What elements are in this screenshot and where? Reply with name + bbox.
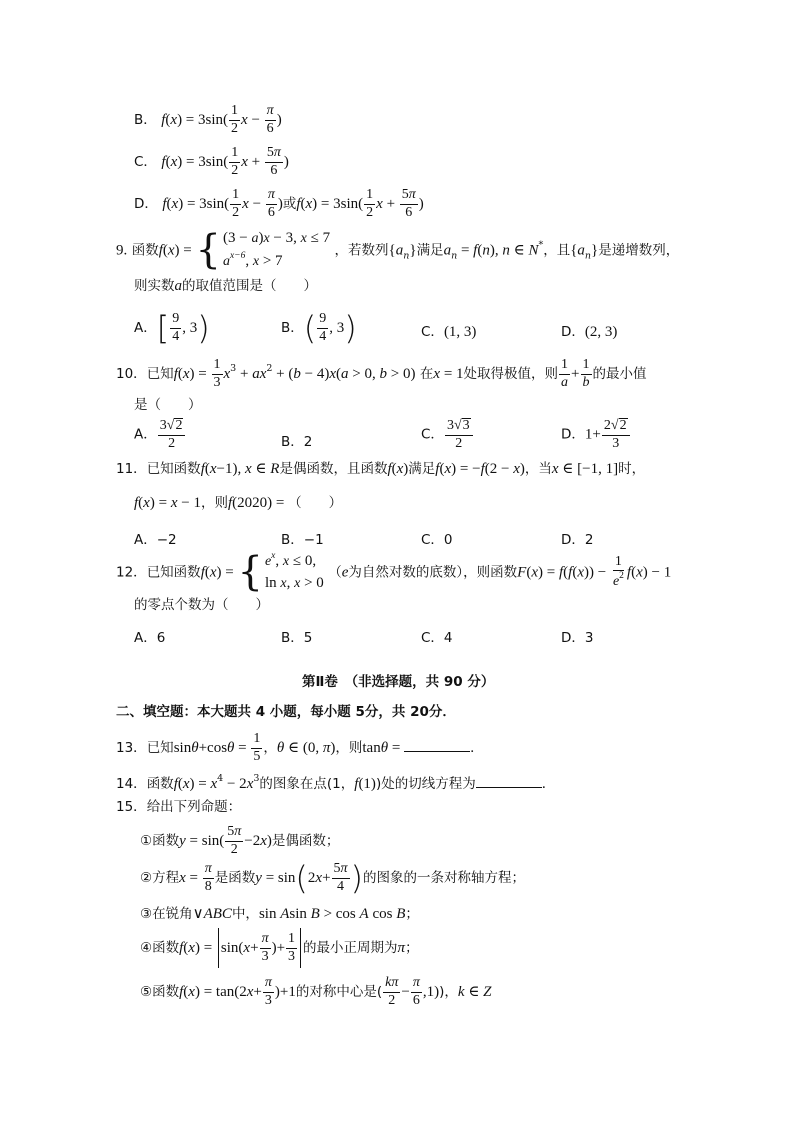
q15-prop-5: ⑤函数f(x) = tan(2x+ $\frac{\pi}{3}$ )+1的对称中心是( $\frac{k\pi}{2}$ − $\frac{\pi}{6}$ ,1))，k ∈ Z bbox=[140, 975, 492, 1008]
question-number: 12． bbox=[116, 564, 147, 581]
q15-prop-2: ②方程x = $\frac{\pi}{8}$ 是函数y = sin(2x+ $\frac{5\pi}{4}$ )的图象的一条对称轴方程； bbox=[140, 859, 526, 898]
q9-option-d: D．(2, 3) bbox=[561, 324, 618, 340]
q11-option-c: C．0 bbox=[421, 532, 453, 548]
q10-stem: 10．已知f(x) = $\frac{1}{3}$ $x^3 + ax^2 + (b - 4)x(a > 0$, b > 0) 在x = 1处取得极值，则 $\frac{1}{a}$ + $\frac{1}{b}$ 的最小值 bbox=[116, 357, 647, 390]
q11-option-a: A．−2 bbox=[134, 532, 177, 548]
option-label: C． bbox=[134, 154, 157, 171]
q9-option-a: A．[ $\frac{9}{4}$ , 3) bbox=[134, 309, 210, 348]
q11-stem: 11．已知函数f(x−1), x ∈ R是偶函数，且函数f(x)满足f(x) = −f(2 − x)，当x ∈ [−1, 1]时， bbox=[116, 461, 646, 477]
q13-stem: 13．已知sinθ+cosθ = $\frac{1}{5}$ ，θ ∈ (0, π)，则tanθ = ． bbox=[116, 731, 484, 764]
section-heading: 二、填空题：本大题共 4 小题，每小题 5分，共 20分． bbox=[116, 704, 456, 720]
section-title: 第Ⅱ卷 （非选择题，共 90 分） bbox=[302, 674, 495, 690]
question-number: 11． bbox=[116, 461, 147, 477]
q10-option-d: D．1+ $\frac{2√2}{3}$ bbox=[561, 418, 631, 451]
q8-option-b: B． f(x) = 3sin( $\frac{1}{2}$ x − $\frac{\pi}{6}$ ) bbox=[134, 103, 282, 136]
q10-option-c: C． $\frac{3√3}{2}$ bbox=[421, 418, 474, 451]
question-number: 10． bbox=[116, 366, 147, 383]
q12-option-a: A．6 bbox=[134, 630, 166, 646]
q11-stem-line2: f(x) = x − 1，则f(2020) = （ ） bbox=[134, 495, 343, 511]
option-label: B． bbox=[134, 112, 157, 129]
q15-prop-3: ③在锐角∨ABC中，sin Asin B > cos A cos B； bbox=[140, 906, 419, 922]
q9-option-c: C．(1, 3) bbox=[421, 324, 477, 340]
answer-blank[interactable] bbox=[476, 775, 542, 788]
q15-prop-4: ④函数f(x) = sin(x+ $\frac{\pi}{3}$ )+ $\frac{1}{3}$ 的最小正周期为π； bbox=[140, 928, 419, 968]
question-number: 15． bbox=[116, 799, 147, 815]
q8-option-d: D． f(x) = 3sin( $\frac{1}{2}$ x − $\frac{\pi}{6}$ )或f(x) = 3sin( $\frac{1}{2}$ x + $\frac{5\pi}{6}$ ) bbox=[134, 187, 424, 220]
q11-option-b: B．−1 bbox=[281, 532, 324, 548]
q9-stem: 9. 函数f(x) = { (3 − a)x − 3, x ≤ 7 $a^{x-6}$, x > 7 ，若数列$\{a_n\}$满足$a_n = f(n)$, n ∈ N*，且$\{a_n\}$是递增数列， bbox=[116, 227, 680, 274]
q11-option-d: D．2 bbox=[561, 532, 594, 548]
question-number: 9. bbox=[116, 242, 128, 259]
question-number: 14． bbox=[116, 776, 147, 792]
q9-option-b: B．( $\frac{9}{4}$ , 3) bbox=[281, 309, 357, 348]
q15-stem: 15．给出下列命题： bbox=[116, 799, 242, 815]
q15-prop-1: ①函数y = sin( $\frac{5\pi}{2}$ −2x)是偶函数； bbox=[140, 824, 340, 857]
q10-stem-line2: 是（ ） bbox=[134, 397, 202, 413]
q12-option-d: D．3 bbox=[561, 630, 594, 646]
q8-option-c: C． f(x) = 3sin( $\frac{1}{2}$ x + $\frac{5\pi}{6}$ ) bbox=[134, 145, 289, 178]
answer-blank[interactable] bbox=[404, 739, 470, 752]
q10-option-b: B．2 bbox=[281, 434, 313, 450]
question-number: 13． bbox=[116, 740, 147, 757]
q12-option-b: B．5 bbox=[281, 630, 313, 646]
q12-option-c: C．4 bbox=[421, 630, 453, 646]
q12-stem: 12．已知函数f(x) = { $e^x$, x ≤ 0, ln x, x > 0 （e为自然对数的底数），则函数F(x) = f(f(x)) − $\frac{1}{e^2}$ f(x) − 1 bbox=[116, 549, 672, 596]
q14-stem: 14．函数$f(x) = x^4 - 2x^3$的图象在点(1，f(1))处的切线方程为 ． bbox=[116, 773, 556, 792]
q10-option-a: A． $\frac{3√2}{2}$ bbox=[134, 418, 186, 451]
q9-stem-line2: 则实数a的取值范围是（ ） bbox=[134, 278, 317, 294]
q12-stem-line2: 的零点个数为（ ） bbox=[134, 597, 269, 613]
option-label: D． bbox=[134, 196, 158, 213]
